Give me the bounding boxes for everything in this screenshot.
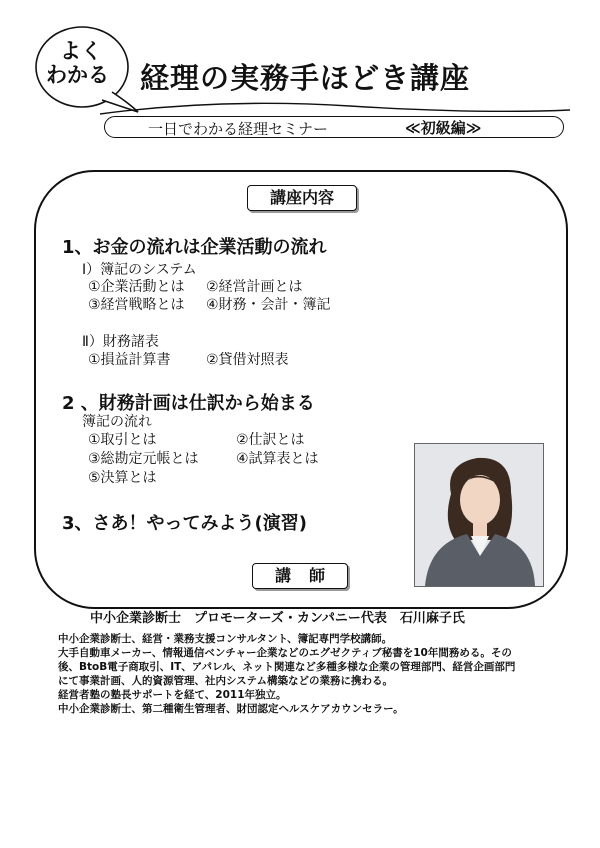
section2-item: ④試算表とは [236, 451, 319, 467]
subtitle: 一日でわかる経理セミナー [148, 120, 329, 138]
bubble-text-line2: わかる [46, 63, 109, 87]
course-level: ≪初級編≫ [405, 119, 482, 137]
instructor-label: 講師 [252, 563, 348, 589]
section1-sub2-title: Ⅱ）財務諸表 [82, 334, 159, 350]
section3-heading: 3、さあ！やってみよう(演習) [62, 513, 307, 534]
course-content-label: 講座内容 [247, 185, 357, 211]
section1-sub1-title: Ⅰ）簿記のシステム [82, 262, 197, 278]
page-title: 経理の実務手ほどき講座 [140, 61, 471, 95]
section2-item: ⑤決算とは [88, 470, 157, 486]
instructor-bio-line: 中小企業診断士、経営・業務支援コンサルタント、簿記専門学校講師。 [58, 633, 393, 645]
bubble-text-line1: よく [60, 39, 102, 63]
instructor-bio-line: にて事業計画、人的資源管理、社内システム構築などの業務に携わる。 [58, 675, 393, 687]
instructor-bio-line: 中小企業診断士、第二種衛生管理者、財団認定ヘルスケアカウンセラー。 [58, 703, 404, 715]
section1-item: ②貸借対照表 [206, 352, 289, 368]
section2-item: ②仕訳とは [236, 432, 305, 448]
section1-item: ①企業活動とは [88, 279, 185, 295]
instructor-bio-line: 後、BtoB電子商取引、IT、アパレル、ネット関連など多種多様な企業の管理部門、経営企画部門 [58, 661, 516, 673]
section2-item: ③総勘定元帳とは [88, 451, 199, 467]
section1-item: ④財務・会計・簿記 [206, 297, 331, 313]
section1-heading: 1、お金の流れは企業活動の流れ [62, 237, 327, 258]
instructor-name: 中小企業診断士 プロモーターズ・カンパニー代表 石川麻子氏 [90, 611, 465, 626]
instructor-photo [414, 443, 544, 587]
section2-item: ①取引とは [88, 432, 157, 448]
section2-sub-title: 簿記の流れ [82, 414, 152, 430]
section2-heading: 2 、財務計画は仕訳から始まる [62, 393, 315, 414]
title-underline-wave [100, 96, 570, 118]
instructor-bio-line: 経営者塾の塾長サポートを経て、2011年独立。 [58, 689, 287, 701]
section1-item: ③経営戦略とは [88, 297, 185, 313]
section1-item: ②経営計画とは [206, 279, 303, 295]
section1-item: ①損益計算書 [88, 352, 171, 368]
instructor-bio-line: 大手自動車メーカー、情報通信ベンチャー企業などのエグゼクティブ秘書を10年間務める。その [58, 647, 512, 659]
